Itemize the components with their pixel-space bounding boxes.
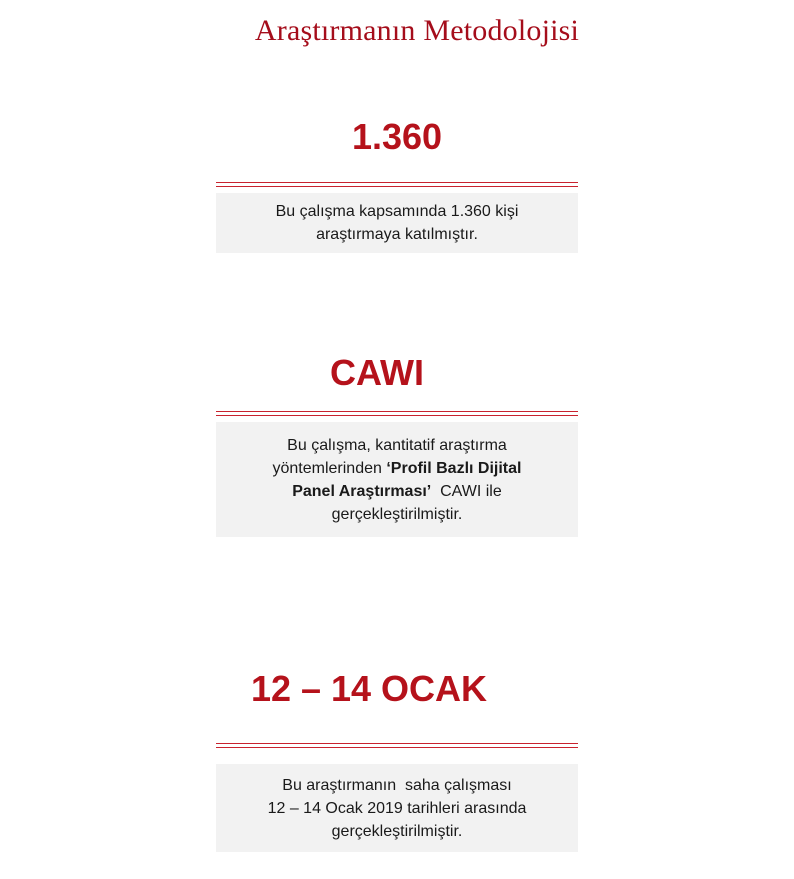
method-info-box [216,422,578,537]
participant-info-box [216,193,578,253]
info-text-line: gerçekleştirilmiştir. [331,822,463,840]
fieldwork-date-value: 12 – 14 OCAK [250,668,488,709]
info-text-line [273,480,522,503]
info-text-plain: CAWI ile [431,482,502,500]
info-text-line: Bu çalışma, kantitatif araştırma [287,436,507,454]
section-divider [216,182,578,187]
info-text-bold: ‘Profil Bazlı Dijital [386,459,522,477]
fieldwork-info-box [216,764,578,852]
info-text-bold: Panel Araştırması’ [292,482,432,500]
info-text-plain: yöntemlerinden [272,459,387,477]
info-text-line: 12 – 14 Ocak 2019 tarihleri arasında [267,799,527,817]
info-text-line: gerçekleştirilmiştir. [331,505,463,523]
info-text-line: Bu araştırmanın saha çalışması [282,776,512,794]
method-value: CAWI [330,352,424,393]
info-text-line: Bu çalışma kapsamında 1.360 kişi [275,203,519,220]
info-text-line [273,457,522,480]
page-title: Araştırmanın Metodolojisi [254,14,580,47]
info-text-line: araştırmaya katılmıştır. [316,226,478,243]
section-divider [216,743,578,748]
section-divider [216,411,578,416]
participant-count-value: 1.360 [351,116,443,157]
